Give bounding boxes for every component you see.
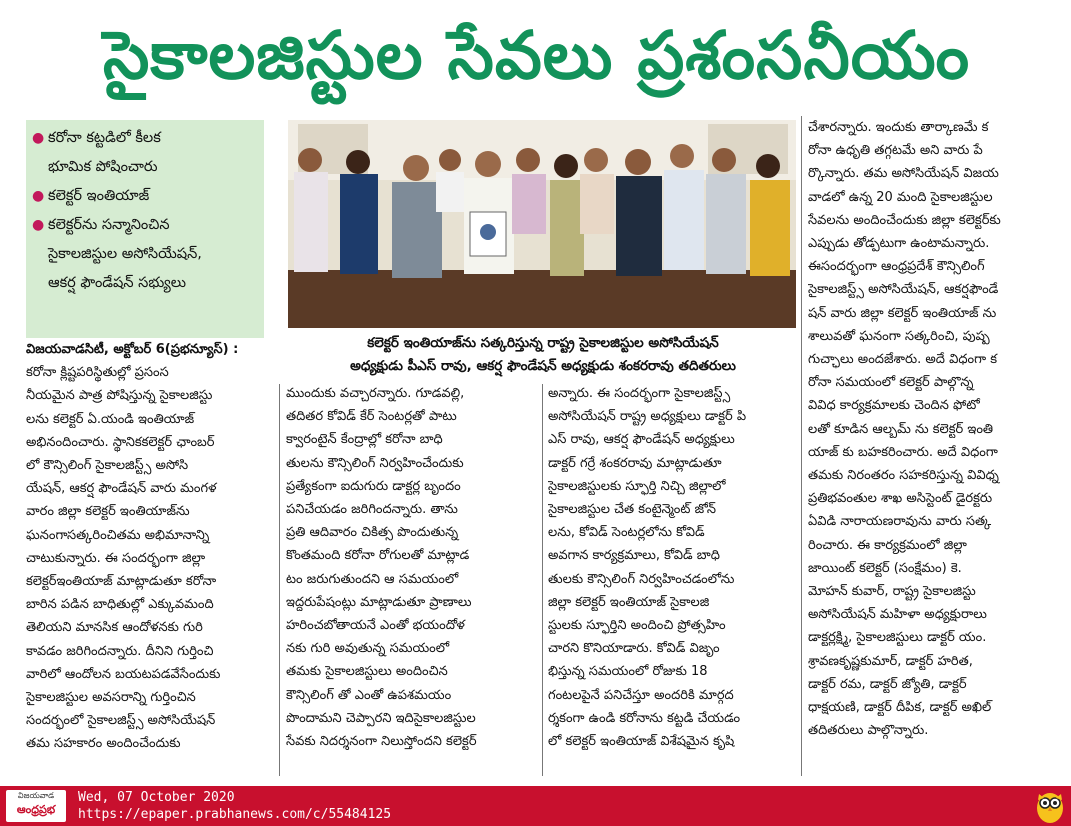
article-line: గుచ్ఛాలు అందజేశారు. అదే విధంగా క	[808, 352, 998, 368]
column-divider	[279, 384, 280, 776]
photo-illustration	[288, 120, 796, 328]
article-line: రోనా సమయంలో కలెక్టర్ పాల్గొన్న	[808, 375, 974, 391]
article-line: పనిచేయడం జరిగిందన్నారు. తాను	[286, 502, 458, 518]
article-line: లో కలెక్టర్ ఇంతియాజ్ విశేషమైన కృషి	[548, 734, 735, 750]
article-line: కావడం జరిగిందన్నారు. దీనిని గుర్తించి	[26, 643, 214, 659]
article-line: కొంతమంది కరోనా రోగులతో మాట్లాడ	[286, 548, 470, 564]
article-line: సైకాలజిస్టుల అవసరాన్ని గుర్తించిన	[26, 690, 196, 706]
article-line: డాక్టర్ గర్రే శంకరరావు మాట్లాడుతూ	[548, 455, 722, 471]
article-line: సేవకు నిదర్శనంగా నిలుస్తోందని కలెక్టర్	[286, 734, 477, 750]
article-line: స్టులకు స్ఫూర్తిని అందించి ప్రోత్సహిం	[548, 618, 726, 634]
article-line: తమకు సైకాలజిస్టులు అందించిన	[286, 664, 448, 680]
highlight-item	[32, 182, 260, 211]
article-line: చాటుకున్నారు. ఈ సందర్భంగా జిల్లా	[26, 550, 206, 566]
highlight-line: ఆకర్ష ఫౌండేషన్ సభ్యులు	[48, 275, 187, 291]
article-line: తమ సహకారం అందించేందుకు	[26, 736, 181, 752]
highlight-line: భూమిక పోషించారు	[48, 159, 158, 175]
article-line: శ్రావణకృష్ణకుమార్, డాక్టర్ హరిత,	[808, 653, 973, 669]
article-line: తదితర కోవిడ్ కేర్ సెంటర్లతో పాటు	[286, 409, 457, 425]
article-line: ప్రతి ఆదివారం చికిత్స పొందుతున్న	[286, 525, 459, 541]
column-text	[808, 116, 1062, 742]
article-line: శాలువతో ఘనంగా సత్కరించి, పుష్ప	[808, 328, 990, 344]
article-line: జాయింట్ కలెక్టర్ (సంక్షేమం) కె.	[808, 560, 962, 576]
article-line: అసోసియేషన్ మహిళా అధ్యక్షురాలు	[808, 607, 987, 623]
article-line: ఏవిడి నారాయణరావును వారు సత్క	[808, 514, 992, 530]
highlight-line: కలెక్టర్ ఇంతియాజ్	[48, 188, 150, 204]
bullet-icon: ●	[32, 188, 45, 204]
article-line: ర్కొన్నారు. తమ అసోసియేషన్ విజయ	[808, 166, 999, 182]
article-line: ఇద్దరుపేషంట్లు మాట్లాడుతూ ప్రాణాలు	[286, 594, 472, 610]
column-text	[286, 382, 538, 753]
article-line: వివిధ కార్యక్రమాలకు చెందిన ఫోటో	[808, 398, 980, 414]
headline: సైకాలజిస్టుల సేవలు ప్రశంసనీయం	[102, 17, 971, 94]
article-line: తదితరులు పాల్గొన్నారు.	[808, 723, 929, 739]
article-line: ప్రతిభవంతుల శాఖ అసిస్టెంట్ డైరక్టరు	[808, 491, 993, 507]
epaper-url[interactable]: https://epaper.prabhanews.com/c/55484125	[78, 807, 392, 822]
article-line: చేశారన్నారు. ఇందుకు తార్కాణమే క	[808, 120, 989, 135]
article-column-3	[548, 382, 796, 753]
article-line: తులకు కౌన్సిలింగ్ నిర్వహించడంలోను	[548, 571, 735, 587]
article-line: రించారు. ఈ కార్యక్రమంలో జిల్లా	[808, 537, 967, 553]
article-line: ముందుకు వచ్చారన్నారు. గూడవల్లి,	[286, 386, 465, 401]
article-line: సైకాలజిస్టులకు స్ఫూర్తి నిచ్చి జిల్లాలో	[548, 478, 726, 494]
dateline: విజయవాడసిటీ, అక్టోబర్ 6(ప్రభన్యూస్) :	[26, 342, 239, 357]
column-divider	[542, 384, 543, 776]
article-line: ప్రత్యేకంగా ఐదుగురు డాక్టర్ల బృందం	[286, 478, 461, 494]
article-line: మోహన్ కువార్, రాష్ట్ర సైకాలజిస్టు	[808, 584, 976, 600]
highlight-line: సైకాలజిస్టుల అసోసియేషన్,	[48, 246, 202, 262]
footer-bar	[0, 786, 1071, 826]
caption-line: కలెక్టర్ ఇంతియాజ్‌ను సత్కరిస్తున్న రాష్ట్ర సైకాలజిస్టుల అసోసియేషన్	[367, 335, 719, 351]
article-line: అసోసియేషన్ రాష్ట్ర అధ్యక్షులు డాక్టర్ పి	[548, 409, 747, 425]
article-line: కలెక్టర్ఇంతియాజ్ మాట్లాడుతూ కరోనా	[26, 574, 217, 590]
publication-logo[interactable]	[6, 790, 66, 822]
article-line: ఘనంగాసత్కరించితమ అభిమానాన్ని	[26, 527, 210, 543]
article-line: యేషన్, ఆకర్ష ఫౌండేషన్ వారు మంగళ	[26, 481, 217, 497]
highlight-line: కలెక్టర్‌ను సన్మానించిన	[48, 217, 170, 233]
column-text	[26, 361, 272, 755]
article-line: జిల్లా కలెక్టర్ ఇంతియాజ్ సైకాలజి	[548, 594, 710, 610]
article-line: వారం జిల్లా కలెక్టర్ ఇంతియాజ్‌ను	[26, 504, 190, 520]
article-line: లను, కోవిడ్ సెంటర్లలోను కోవిడ్	[548, 525, 705, 541]
article-line: ఎప్పుడు తోడ్పటుగా ఉంటామన్నారు.	[808, 236, 990, 252]
article-line: ఈసందర్భంగా ఆంధ్రప్రదేశ్ కౌన్సిలింగ్	[808, 259, 985, 275]
article-line: కౌన్సిలింగ్ తో ఎంతో ఉపశమయం	[286, 687, 452, 703]
article-line: లో కౌన్సిలింగ్ సైకాలజిస్ట్స్ అసోసి	[26, 458, 189, 474]
highlights-box	[26, 120, 264, 338]
article-line: తెలియని మానసిక ఆందోళనకు గురి	[26, 620, 203, 636]
news-photo	[288, 120, 796, 328]
column-text	[548, 382, 796, 753]
article-line: అవగాన కార్యక్రమాలు, కోవిడ్ బాధి	[548, 548, 720, 564]
article-line: అభినందించారు. స్థానికకలెక్టర్ ఛాంబర్	[26, 434, 215, 450]
article-line: వాడలో ఉన్న 20 మంది సైకాలజిస్టుల	[808, 189, 993, 205]
article-line: సైకాలజిస్ట్స్ అసోసియేషన్, ఆకర్షఫౌండే	[808, 282, 999, 298]
logo-title: ఆంధ్రప్రభ	[16, 803, 56, 816]
article-line: డాక్టర్ రమ, డాక్టర్ జ్యోతి, డాక్టర్	[808, 676, 967, 692]
article-line: భిస్తున్న సమయంలో రోజుకు 18	[548, 664, 708, 680]
article-line: రోనా ఉధృతి తగ్గటమే అని వారు పే	[808, 143, 983, 159]
bullet-icon: ●	[32, 130, 45, 146]
article-line: సందర్భంలో సైకాలజిస్ట్స్ అసోసియేషన్	[26, 713, 216, 729]
logo-edition: విజయవాడ	[17, 791, 55, 800]
photo-caption	[290, 332, 796, 380]
article-line: క్వారంటైన్ కేంద్రాల్లో కరోనా బాధి	[286, 432, 443, 448]
article-line: లను కలెక్టర్ ఏ.యండి ఇంతియాజ్	[26, 411, 195, 427]
article-line: తమకు నిరంతరం సహకరిస్తున్న వివిధ్న	[808, 468, 999, 484]
article-line: గంటలపైనే పనిచేస్తూ అందరికి మార్గద	[548, 687, 734, 703]
publish-date: Wed, 07 October 2020	[78, 790, 235, 805]
article-line: వారిలో ఆందోలన బయటపడవేసేందుకు	[26, 666, 221, 682]
article-line: నీయమైన పాత్ర పోషిస్తున్న సైకాలజిస్టు	[26, 388, 213, 404]
highlight-item	[32, 211, 260, 298]
caption-line: అధ్యక్షుడు పీఎస్ రావు, ఆకర్ష ఫౌండేషన్ అధ్యక్షుడు శంకరరావు తదితరులు	[350, 358, 736, 374]
article-line: కరోనా క్లిష్టపరిస్థితుల్లో ప్రసంస	[26, 365, 169, 381]
article-column-1	[26, 338, 272, 756]
article-line: లతో కూడిన ఆల్బమ్ ను కలెక్టర్ ఇంతి	[808, 421, 994, 437]
article-column-4	[808, 116, 1062, 742]
article-line: పొందామని చెప్పారని ఇదిసైకాలజిస్టుల	[286, 710, 476, 726]
article-line: హరించబోతాయనే ఎంతో భయందోళ	[286, 618, 465, 634]
article-line: డాక్టర్లక్ష్మి, సైకాలజిస్టులు డాక్టర్ యం.	[808, 630, 987, 646]
article-line: తులను కౌన్సిలింగ్ నిర్వహించేందుకు	[286, 455, 464, 471]
article-line: ఎస్ రావు, ఆకర్ష ఫౌండేషన్ అధ్యక్షులు	[548, 432, 735, 448]
article-line: షన్ వారు జిల్లా కలెక్టర్ ఇంతియాజ్ ను	[808, 305, 997, 321]
article-line: బారిన పడిన బాధితుల్లో ఎక్కువమంది	[26, 597, 214, 613]
article-line: సేవలను అందించేందుకు జిల్లా కలెక్టర్‌కు	[808, 212, 1001, 228]
article-line: ధాక్షయణి, డాక్టర్ దీపిక, డాక్టర్ అఖిల్	[808, 700, 992, 716]
highlight-line: కరోనా కట్టడిలో కీలక	[48, 130, 161, 146]
article-column-2	[286, 382, 538, 753]
article-line: అన్నారు. ఈ సందర్భంగా సైకాలజిస్ట్స్	[548, 386, 731, 401]
bullet-icon: ●	[32, 217, 45, 233]
owl-mascot-icon[interactable]	[1035, 788, 1065, 824]
footer-meta	[78, 789, 391, 823]
article-line: సైకాలజిస్టుల చేత కంటైన్మెంట్ జోన్	[548, 502, 717, 518]
article-line: యాజ్ కు బహకరించారు. అదే విధంగా	[808, 444, 998, 460]
column-divider	[801, 116, 802, 776]
article-line: టం జరుగుతుందని ఆ సమయంలో	[286, 571, 459, 587]
highlight-item	[32, 124, 260, 182]
article-line: చారని కొనియాడారు. కోవిడ్ విజృం	[548, 641, 720, 657]
article-line: ర్శకంగా ఉండి కరోనాను కట్టడి చేయడం	[548, 710, 741, 726]
article-line: నకు గురి అవుతున్న సమయంలో	[286, 641, 450, 657]
